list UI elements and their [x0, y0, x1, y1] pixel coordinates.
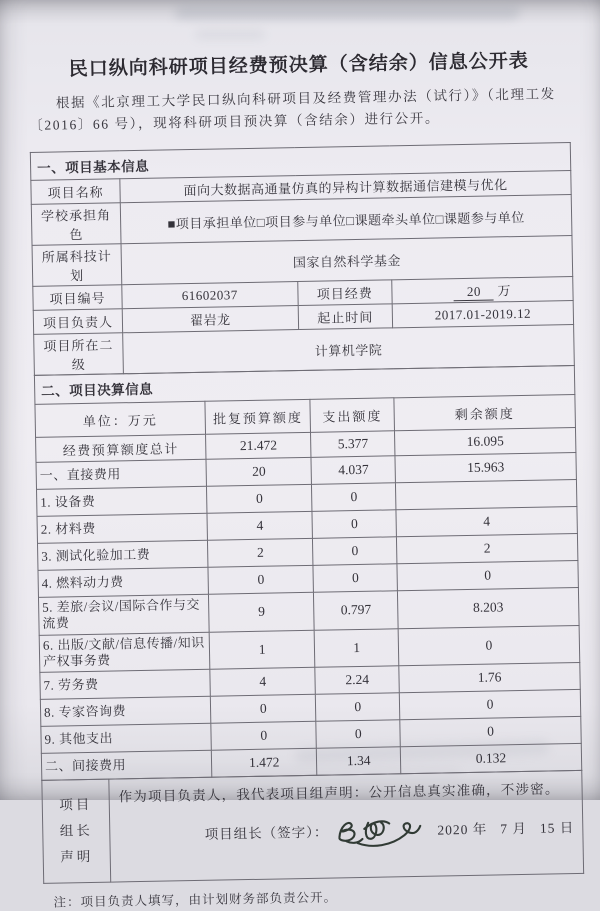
budget-cell-remain: 1.76	[399, 663, 580, 693]
budget-table	[34, 365, 582, 781]
budget-cell-spent: 0.797	[314, 591, 398, 630]
budget-cell-budget: 1	[209, 630, 315, 669]
bleed-through-top	[174, 6, 520, 19]
handwritten-signature-icon	[330, 811, 423, 853]
budget-rows	[36, 428, 582, 781]
sign-date-day: 15 日	[539, 820, 575, 836]
school-role-value: ■项目承担单位□项目参与单位□课题牵头单位□课题参与单位	[120, 195, 572, 244]
project-number-label: 项目编号	[33, 285, 123, 311]
department-value: 计算机学院	[123, 325, 575, 374]
budget-cell-remain: 2	[397, 534, 578, 564]
school-role-label: 学校承担角色	[31, 203, 121, 246]
column-remaining: 剩余额度	[394, 395, 575, 431]
project-leader-label: 项目负责人	[33, 309, 123, 335]
budget-cell-budget: 0	[207, 485, 313, 514]
section2-header: 二、项目决算信息	[34, 366, 574, 405]
budget-cell-remain	[396, 480, 577, 510]
budget-cell-spent: 1	[315, 628, 399, 667]
department-label: 项目所在二级	[34, 333, 124, 376]
footnote: 注：项目负责人填写，由计划财务部负责公开。	[53, 890, 338, 910]
budget-cell-remain: 16.095	[395, 428, 576, 456]
budget-cell-label: 8. 专家咨询费	[40, 696, 211, 726]
column-unit: 单位：万元	[35, 401, 206, 437]
budget-cell-label: 2. 材料费	[37, 513, 208, 543]
budget-cell-spent: 0	[313, 537, 397, 566]
intro-paragraph: 根据《北京理工大学民口纵向科研项目及经费管理办法（试行）》（北理工发〔2016〕66 号），现将科研项目预决算（含结余）进行公开。	[29, 86, 556, 133]
column-spent: 支出额度	[310, 398, 394, 433]
project-name-label: 项目名称	[31, 179, 121, 205]
tech-plan-label: 所属科技计划	[32, 244, 122, 287]
budget-cell-spent: 4.037	[311, 456, 395, 485]
budget-cell-budget: 0	[208, 566, 314, 595]
budget-cell-remain: 0	[399, 690, 580, 720]
duration-value: 2017.01-2019.12	[392, 301, 573, 328]
tech-plan-value: 国家自然科学基金	[121, 236, 573, 285]
section1-header: 一、项目基本信息	[30, 143, 570, 181]
budget-cell-budget: 0	[210, 694, 316, 723]
budget-cell-remain: 0.132	[400, 744, 581, 774]
budget-cell-budget: 2	[208, 539, 314, 568]
basic-info-table	[30, 142, 575, 376]
project-number-value: 61602037	[122, 282, 298, 309]
budget-cell-spent: 1.34	[317, 747, 401, 776]
sign-label: 项目组长（签字）：	[204, 824, 329, 843]
budget-cell-remain: 0	[398, 625, 580, 666]
budget-cell-remain: 4	[396, 507, 577, 537]
budget-cell-spent: 0	[312, 483, 396, 512]
sign-date-year: 2020 年	[437, 821, 488, 838]
budget-cell-label: 4. 燃料动力费	[38, 567, 209, 597]
budget-cell-remain: 15.963	[395, 453, 576, 483]
budget-cell-spent: 2.24	[315, 666, 399, 695]
budget-cell-label: 9. 其他支出	[41, 723, 212, 753]
declaration-table	[41, 770, 584, 884]
budget-cell-budget: 20	[206, 458, 312, 487]
page-title: 民口纵向科研项目经费预决算（含结余）信息公开表	[68, 50, 529, 81]
budget-cell-spent: 0	[316, 720, 400, 749]
budget-cell-budget: 0	[211, 721, 317, 750]
budget-cell-budget: 9	[209, 592, 315, 631]
budget-cell-budget: 1.472	[211, 748, 317, 777]
budget-cell-spent: 0	[316, 693, 400, 722]
budget-cell-label: 5. 差旅/会议/国际合作与交流费	[38, 594, 209, 635]
project-funds-value	[392, 277, 573, 304]
budget-cell-spent: 0	[313, 564, 397, 593]
budget-cell-budget: 4	[207, 512, 313, 541]
budget-cell-label: 1. 设备费	[37, 486, 208, 516]
budget-cell-remain: 0	[400, 717, 581, 747]
funds-unit: 万	[497, 282, 512, 299]
declaration-side-cell	[42, 779, 111, 883]
budget-cell-remain: 0	[397, 561, 578, 591]
budget-cell-spent: 5.377	[311, 431, 395, 458]
declaration-side-label: 项目组长声明	[59, 796, 94, 865]
form-document	[28, 45, 585, 911]
signature-line	[119, 814, 574, 846]
declaration-statement: 作为项目负责人，我代表项目组声明：公开信息真实准确，不涉密。	[118, 781, 560, 805]
budget-cell-label: 6. 出版/文献/信息传播/知识产权事务费	[39, 632, 210, 673]
budget-cell-label: 二、间接费用	[41, 750, 212, 780]
declaration-body-cell	[109, 771, 584, 883]
declaration-row	[42, 771, 584, 884]
budget-cell-label: 3. 测试化验加工费	[38, 540, 209, 570]
budget-cell-spent: 0	[312, 510, 396, 539]
project-funds-label: 项目经费	[297, 280, 392, 306]
project-leader-value: 翟岩龙	[122, 306, 298, 333]
duration-label: 起止时间	[298, 304, 393, 330]
budget-cell-label: 一、直接费用	[36, 459, 207, 489]
budget-cell-label: 7. 劳务费	[40, 669, 211, 699]
sign-date-month: 7 月	[500, 821, 528, 837]
budget-cell-label: 经费预算额度总计	[36, 434, 207, 462]
funds-amount: 20	[454, 283, 494, 301]
column-approved-budget: 批复预算额度	[205, 400, 311, 435]
project-name-value: 面向大数据高通量仿真的异构计算数据通信建模与优化	[120, 171, 571, 203]
budget-cell-remain: 8.203	[398, 588, 580, 629]
bleed-through-top-small	[195, 30, 265, 39]
budget-cell-budget: 4	[210, 667, 316, 696]
budget-cell-budget: 21.472	[206, 433, 312, 460]
